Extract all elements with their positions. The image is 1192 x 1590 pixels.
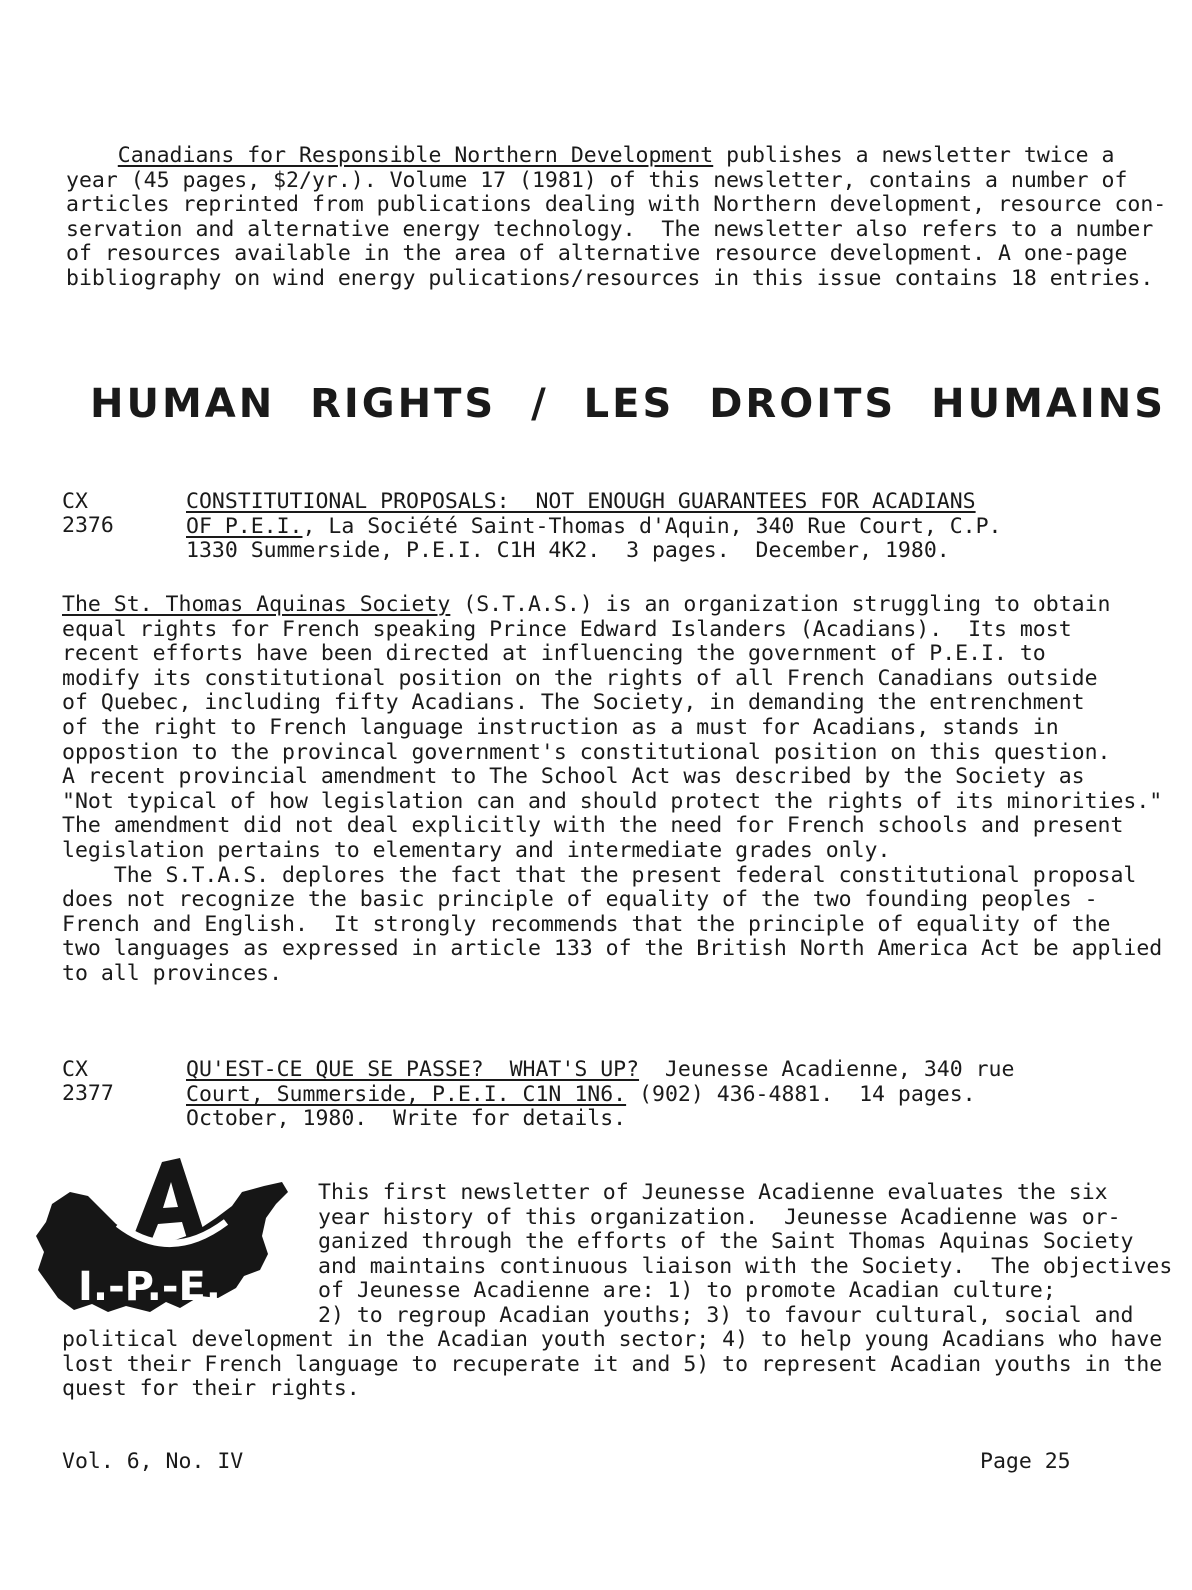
entry-code-number: 2377 — [62, 1081, 114, 1106]
entry-citation — [186, 490, 1001, 564]
description-line: The St. Thomas Aquinas Society (S.T.A.S.) is an organization struggling to obtain — [62, 592, 1111, 617]
description-line: of Quebec, including fifty Acadians. The Society, in demanding the entrenchment — [62, 690, 1085, 716]
entry-code-number: 2376 — [62, 513, 114, 538]
description-line: 2) to regroup Acadian youths; 3) to favour cultural, social and — [318, 1302, 1134, 1328]
entry-code — [62, 1058, 114, 1106]
citation-line: Court, Summerside, P.E.I. C1N 1N6. (902) 436-4881. 14 pages. — [186, 1081, 976, 1107]
description-line: of Jeunesse Acadienne are: 1) to promote Acadian culture; — [318, 1278, 1056, 1304]
logo-ipe-text: I.-P.-E. — [78, 1264, 221, 1310]
description-line: legislation pertains to elementary and intermediate grades only. — [62, 837, 891, 863]
citation-line: OF P.E.I., La Société Saint-Thomas d'Aquin, 340 Rue Court, C.P. — [186, 513, 1002, 539]
intro-line: servation and alternative energy technology. The newsletter also refers to a number — [66, 216, 1154, 242]
description-line: modify its constitutional position on the rights of all French Canadians outside — [62, 665, 1098, 691]
intro-line: articles reprinted from publications dealing with Northern development, resource con- — [66, 192, 1167, 218]
description-line: quest for their rights. — [62, 1376, 360, 1402]
citation-line: October, 1980. Write for details. — [186, 1106, 627, 1132]
description-line: lost their French language to recuperate it and 5) to represent Acadian youths in the — [62, 1351, 1163, 1377]
entry-code — [62, 490, 114, 538]
entry-code-prefix: CX — [62, 1057, 88, 1082]
description-line: political development in the Acadian youth sector; 4) to help young Acadians who have — [62, 1327, 1163, 1352]
entry-description-full — [62, 1328, 1162, 1402]
logo-letter-a — [132, 1158, 206, 1244]
section-heading: HUMAN RIGHTS / LES DROITS HUMAINS — [90, 381, 1167, 427]
intro-line: of resources available in the area of alternative resource development. A one-page — [66, 241, 1128, 267]
description-line: This first newsletter of Jeunesse Acadienne evaluates the six — [318, 1180, 1108, 1205]
entry-description — [62, 593, 1162, 987]
description-line: and maintains continuous liaison with the Society. The objectives — [318, 1253, 1173, 1279]
description-line: two languages as expressed in article 133 of the British North America Act be applied — [62, 936, 1163, 962]
description-line: The amendment did not deal explicitly with the need for French schools and present — [62, 813, 1124, 839]
jeunesse-acadienne-logo — [30, 1152, 300, 1322]
description-line: year history of this organization. Jeunesse Acadienne was or- — [318, 1204, 1121, 1230]
intro-paragraph — [66, 144, 1166, 292]
description-line: The S.T.A.S. deplores the fact that the present federal constitutional proposal — [62, 862, 1137, 888]
description-line: A recent provincial amendment to The School Act was described by the Society as — [62, 764, 1085, 790]
description-line: of the right to French language instruction as a must for Acadians, stands in — [62, 714, 1059, 740]
description-line: recent efforts have been directed at influencing the government of P.E.I. to — [62, 641, 1046, 667]
description-line: to all provinces. — [62, 960, 283, 986]
citation-line: CONSTITUTIONAL PROPOSALS: NOT ENOUGH GUARANTEES FOR ACADIANS — [186, 489, 976, 514]
intro-line: year (45 pages, $2/yr.). Volume 17 (1981) of this newsletter, contains a number of — [66, 167, 1128, 193]
footer-page-number: Page 25 — [980, 1449, 1071, 1474]
description-line: French and English. It strongly recommends that the principle of equality of the — [62, 911, 1111, 937]
footer-volume: Vol. 6, No. IV — [62, 1449, 244, 1474]
intro-line: bibliography on wind energy pulications/resources in this issue contains 18 entries. — [66, 265, 1154, 291]
citation-line: 1330 Summerside, P.E.I. C1H 4K2. 3 pages. December, 1980. — [186, 538, 950, 564]
entry-citation — [186, 1058, 1014, 1132]
intro-line: Canadians for Responsible Northern Development publishes a newsletter twice a — [117, 143, 1115, 168]
description-line: equal rights for French speaking Prince Edward Islanders (Acadians). Its most — [62, 616, 1072, 642]
description-line: ganized through the efforts of the Saint Thomas Aquinas Society — [318, 1229, 1134, 1255]
description-line: oppostion to the provincal government's constitutional position on this question. — [62, 739, 1111, 765]
entry-description-wrapped — [318, 1181, 1172, 1329]
description-line: does not recognize the basic principle of equality of the two founding peoples - — [62, 887, 1098, 913]
entry-code-prefix: CX — [62, 489, 88, 514]
citation-line: QU'EST-CE QUE SE PASSE? WHAT'S UP? Jeunesse Acadienne, 340 rue — [186, 1057, 1015, 1082]
description-line: "Not typical of how legislation can and should protect the rights of its minorities." — [62, 788, 1163, 814]
